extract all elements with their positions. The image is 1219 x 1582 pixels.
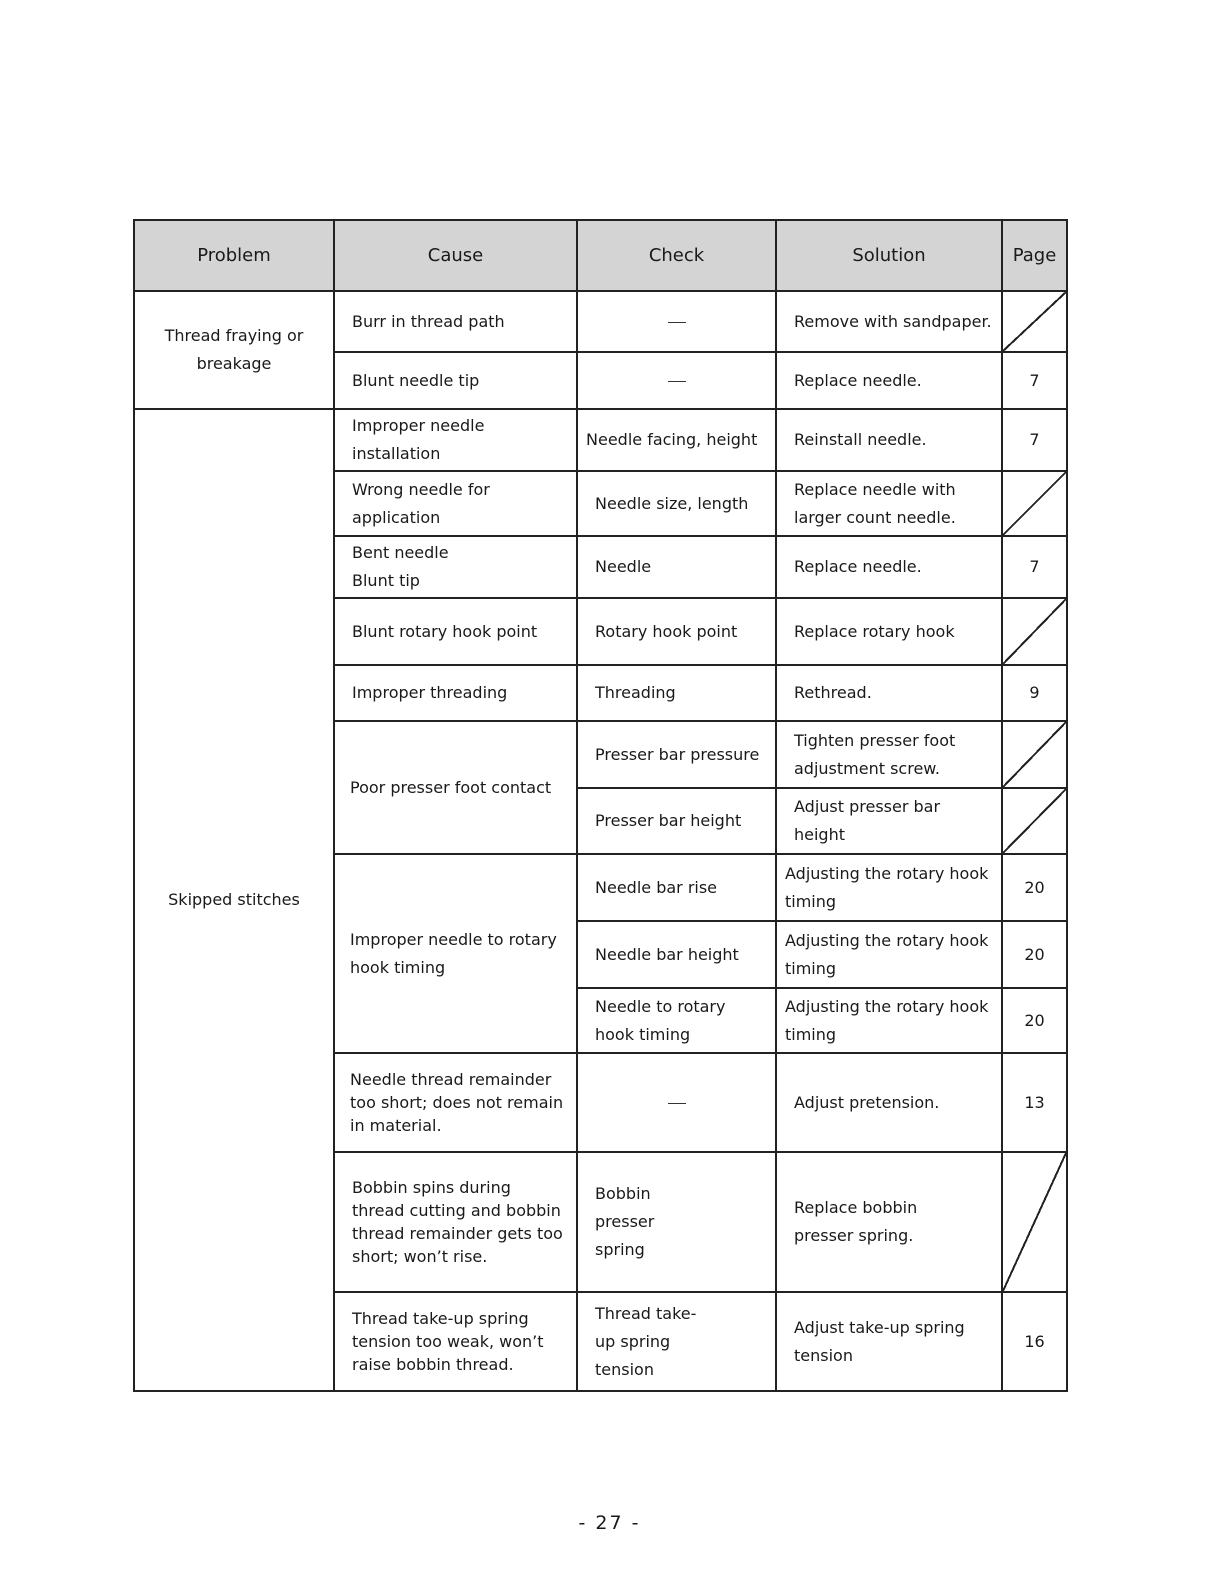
check-cell: Presser bar pressure: [577, 721, 776, 788]
check-cell: Presser bar height: [577, 788, 776, 854]
cause-cell: Burr in thread path: [334, 291, 577, 352]
check-cell: [577, 1053, 776, 1152]
page-cell: 7: [1002, 536, 1067, 598]
table-row: [134, 291, 1067, 352]
solution-cell: Replace rotary hook: [776, 598, 1002, 665]
page-cell-empty: [1002, 291, 1067, 352]
header-problem: Problem: [134, 220, 334, 291]
page-cell-empty: [1002, 471, 1067, 536]
cause-cell: Needle thread remainder too short; does not remain in material.: [334, 1053, 577, 1152]
check-cell: Thread take-up spring tension: [577, 1292, 776, 1391]
page-cell-empty: [1002, 1152, 1067, 1292]
solution-cell: Adjust presser bar height: [776, 788, 1002, 854]
solution-cell: Tighten presser foot adjustment screw.: [776, 721, 1002, 788]
page-cell: 9: [1002, 665, 1067, 721]
check-cell: Needle to rotary hook timing: [577, 988, 776, 1053]
page-cell: 20: [1002, 854, 1067, 921]
problem-cell: Thread fraying or breakage: [134, 291, 334, 409]
cause-cell: Wrong needle for application: [334, 471, 577, 536]
problem-cell: Skipped stitches: [134, 409, 334, 1391]
page-cell-empty: [1002, 788, 1067, 854]
solution-cell: Adjusting the rotary hook timing: [776, 921, 1002, 988]
page-cell: 20: [1002, 988, 1067, 1053]
solution-cell: Adjust pretension.: [776, 1053, 1002, 1152]
dash-mark: [668, 1103, 686, 1104]
solution-cell: Replace bobbin presser spring.: [776, 1152, 1002, 1292]
solution-cell: Reinstall needle.: [776, 409, 1002, 471]
solution-cell: Adjust take-up spring tension: [776, 1292, 1002, 1391]
page-cell: 7: [1002, 409, 1067, 471]
cause-cell: Bobbin spins during thread cutting and bobbin thread remainder gets too short; won’t rise.: [334, 1152, 577, 1292]
solution-cell: Replace needle.: [776, 352, 1002, 409]
solution-cell: Replace needle with larger count needle.: [776, 471, 1002, 536]
cause-cell: Poor presser foot contact: [334, 721, 577, 854]
dash-mark: [668, 381, 686, 382]
cause-cell: Blunt rotary hook point: [334, 598, 577, 665]
table-row: [134, 409, 1067, 471]
page-cell: 20: [1002, 921, 1067, 988]
solution-cell: Rethread.: [776, 665, 1002, 721]
check-cell: Rotary hook point: [577, 598, 776, 665]
page-cell: 7: [1002, 352, 1067, 409]
check-cell: [577, 291, 776, 352]
header-page: Page: [1002, 220, 1067, 291]
page-number: - 27 -: [578, 1512, 641, 1534]
page-cell-empty: [1002, 721, 1067, 788]
check-cell: Needle facing, height: [577, 409, 776, 471]
header-row: [134, 220, 1067, 291]
cause-cell: Blunt needle tip: [334, 352, 577, 409]
check-cell: [577, 352, 776, 409]
header-check: Check: [577, 220, 776, 291]
page-cell: 13: [1002, 1053, 1067, 1152]
solution-cell: Replace needle.: [776, 536, 1002, 598]
check-cell: Threading: [577, 665, 776, 721]
solution-cell: Remove with sandpaper.: [776, 291, 1002, 352]
check-cell: Needle size, length: [577, 471, 776, 536]
cause-cell: Improper needle installation: [334, 409, 577, 471]
header-solution: Solution: [776, 220, 1002, 291]
check-cell: Needle bar height: [577, 921, 776, 988]
dash-mark: [668, 322, 686, 323]
page-cell-empty: [1002, 598, 1067, 665]
header-cause: Cause: [334, 220, 577, 291]
solution-cell: Adjusting the rotary hook timing: [776, 854, 1002, 921]
check-cell: Needle: [577, 536, 776, 598]
page-cell: 16: [1002, 1292, 1067, 1391]
cause-cell: Thread take-up spring tension too weak, won’t raise bobbin thread.: [334, 1292, 577, 1391]
troubleshooting-table: [133, 219, 1068, 1392]
cause-cell: Improper needle to rotary hook timing: [334, 854, 577, 1053]
cause-cell: Improper threading: [334, 665, 577, 721]
solution-cell: Adjusting the rotary hook timing: [776, 988, 1002, 1053]
check-cell: Needle bar rise: [577, 854, 776, 921]
cause-cell: Bent needle Blunt tip: [334, 536, 577, 598]
check-cell: Bobbin presser spring: [577, 1152, 776, 1292]
